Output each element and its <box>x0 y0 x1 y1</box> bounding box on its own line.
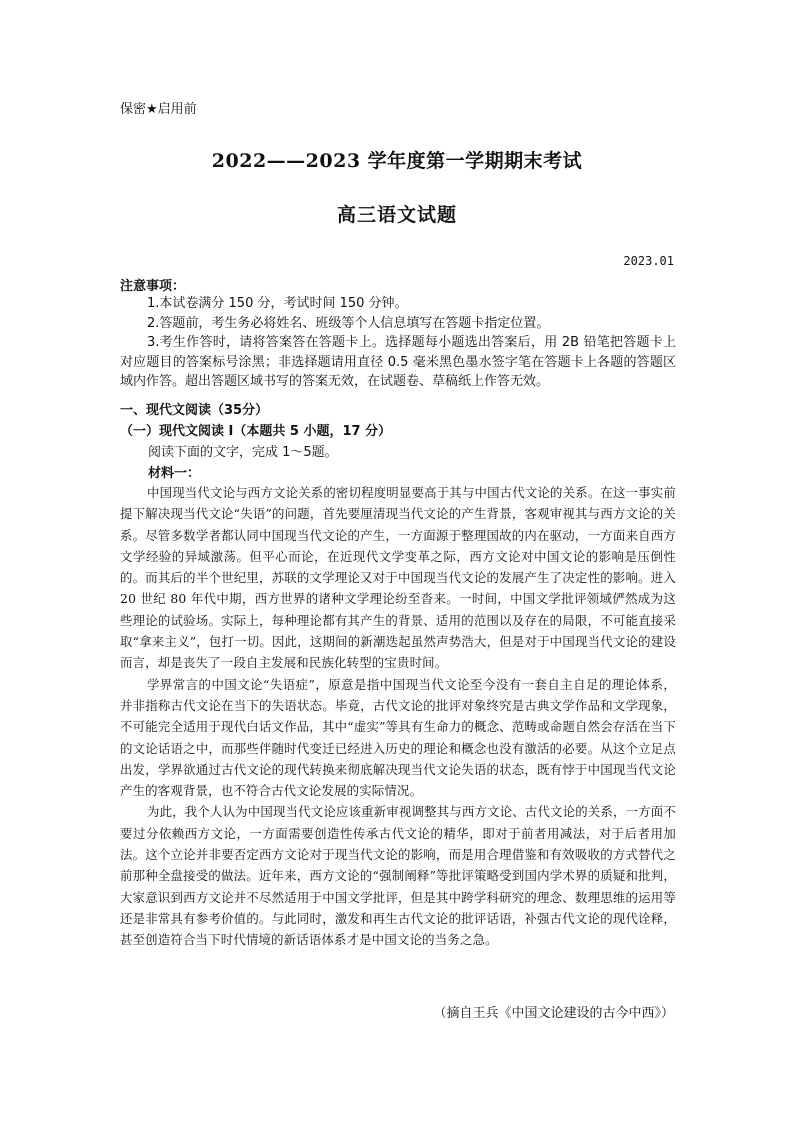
subject-title: 高三语文试题 <box>336 204 457 226</box>
passage-paragraph: 中国现当代文论与西方文论关系的密切程度明显要高于其与中国古代文论的关系。在这一事实前提下解决现当代文论“失语”的问题，首先要厘清现当代文论的产生背景，客观审视其与西方文论的关系。尽管多数学者都认同中国现当代文论的产生，一方面源于整理国故的内在驱动，一方面来自西方文学经验的异域激荡。但平心而论，在近现代文学变革之际，西方文论对中国文论的影响是压倒性的。而其后的半个世纪里，苏联的文学理论又对于中国现当代文论的发展产生了决定性的影响。进入 20 世纪 80 年代中期，西方世界的诸种文学理论纷至沓来。一时间，中国文学批评领域俨然成为这些理论的试验场。实际上，每种理论都有其产生的背景、适用的范围以及存在的局限，不可能直接采取“拿来主义”，包打一切。因此，这期间的新潮迭起虽然声势浩大，但是对于中国现当代文论的建设而言，却是丧失了一段自主发展和民族化转型的宝贵时间。 <box>120 485 676 671</box>
exam-title: 2022——2023 学年度第一学期期末考试 <box>211 150 583 172</box>
exam-date: 2023.01 <box>623 254 674 268</box>
reading-passage <box>120 482 676 951</box>
notes-heading: 注意事项： <box>120 279 186 294</box>
reading-instruction: 阅读下面的文字，完成 1～5题。 <box>148 445 338 460</box>
passage-source: （摘自王兵《中国文论建设的古今中西》） <box>433 1006 674 1021</box>
passage-paragraph: 为此，我个人认为中国现当代文论应该重新审视调整其与西方文论、古代文论的关系，一方面不要过分依赖西方文论，一方面需要创造性传承古代文论的精华，即对于前者用减法，对于后者用加法。这个立论并非要否定西方文论对于现当代文论的影响，而是用合理借鉴和有效吸收的方式替代之前那种全盘接受的做法。近年来，西方文论的“强制阐释”等批评策略受到国内学术界的质疑和批判，大家意识到西方文论并不尽然适用于中国文学批评，但是其中跨学科研究的理念、数理思维的运用等还是非常具有参考价值的。与此同时，激发和再生古代文论的批评话语，补强古代文论的现代诠释，甚至创造符合当下时代情境的新话语体系才是中国文论的当务之急。 <box>120 804 676 948</box>
note-item: 2.答题前，考生务必将姓名、班级等个人信息填写在答题卡指定位置。 <box>147 315 550 331</box>
section-heading: 一、现代文阅读（35分） <box>120 403 269 418</box>
confidential-label: 保密★启用前 <box>120 102 197 117</box>
passage-paragraph: 学界常言的中国文论“失语症”，原意是指中国现当代文论至今没有一套自主自足的理论体系，并非指称古代文论在当下的失语状态。毕竟，古代文论的批评对象终究是古典文学作品和文学现象，不可能完全适用于现代白话文作品，其中“虚实”等具有生命力的概念、范畴或命题自然会存活在当下的文论话语之中，而那些伴随时代变迁已经进入历史的理论和概念也没有激活的必要。从这个立足点出发，学界欲通过古代文论的现代转换来彻底解决现当代文论失语的状态，既有悖于中国现当代文论产生的客观背景，也不符合古代文论发展的实际情况。 <box>120 676 676 799</box>
notes-list <box>120 294 676 392</box>
note-item: 1.本试卷满分 150 分，考试时间 150 分钟。 <box>147 296 408 311</box>
subsection-heading: （一）现代文阅读 I（本题共 5 小题，17 分） <box>120 424 392 439</box>
material-label: 材料一： <box>148 466 201 481</box>
note-item: 3.考生作答时，请将答案答在答题卡上。选择题每小题选出答案后，用 2B 铅笔把答题卡上对应题目的答案标号涂黑；非选择题请用直径 0.5 毫米黑色墨水签字笔在答题卡上各题的答题区域内作答。超出答题区域书写的答案无效，在试题卷、草稿纸上作答无效。 <box>120 335 676 389</box>
